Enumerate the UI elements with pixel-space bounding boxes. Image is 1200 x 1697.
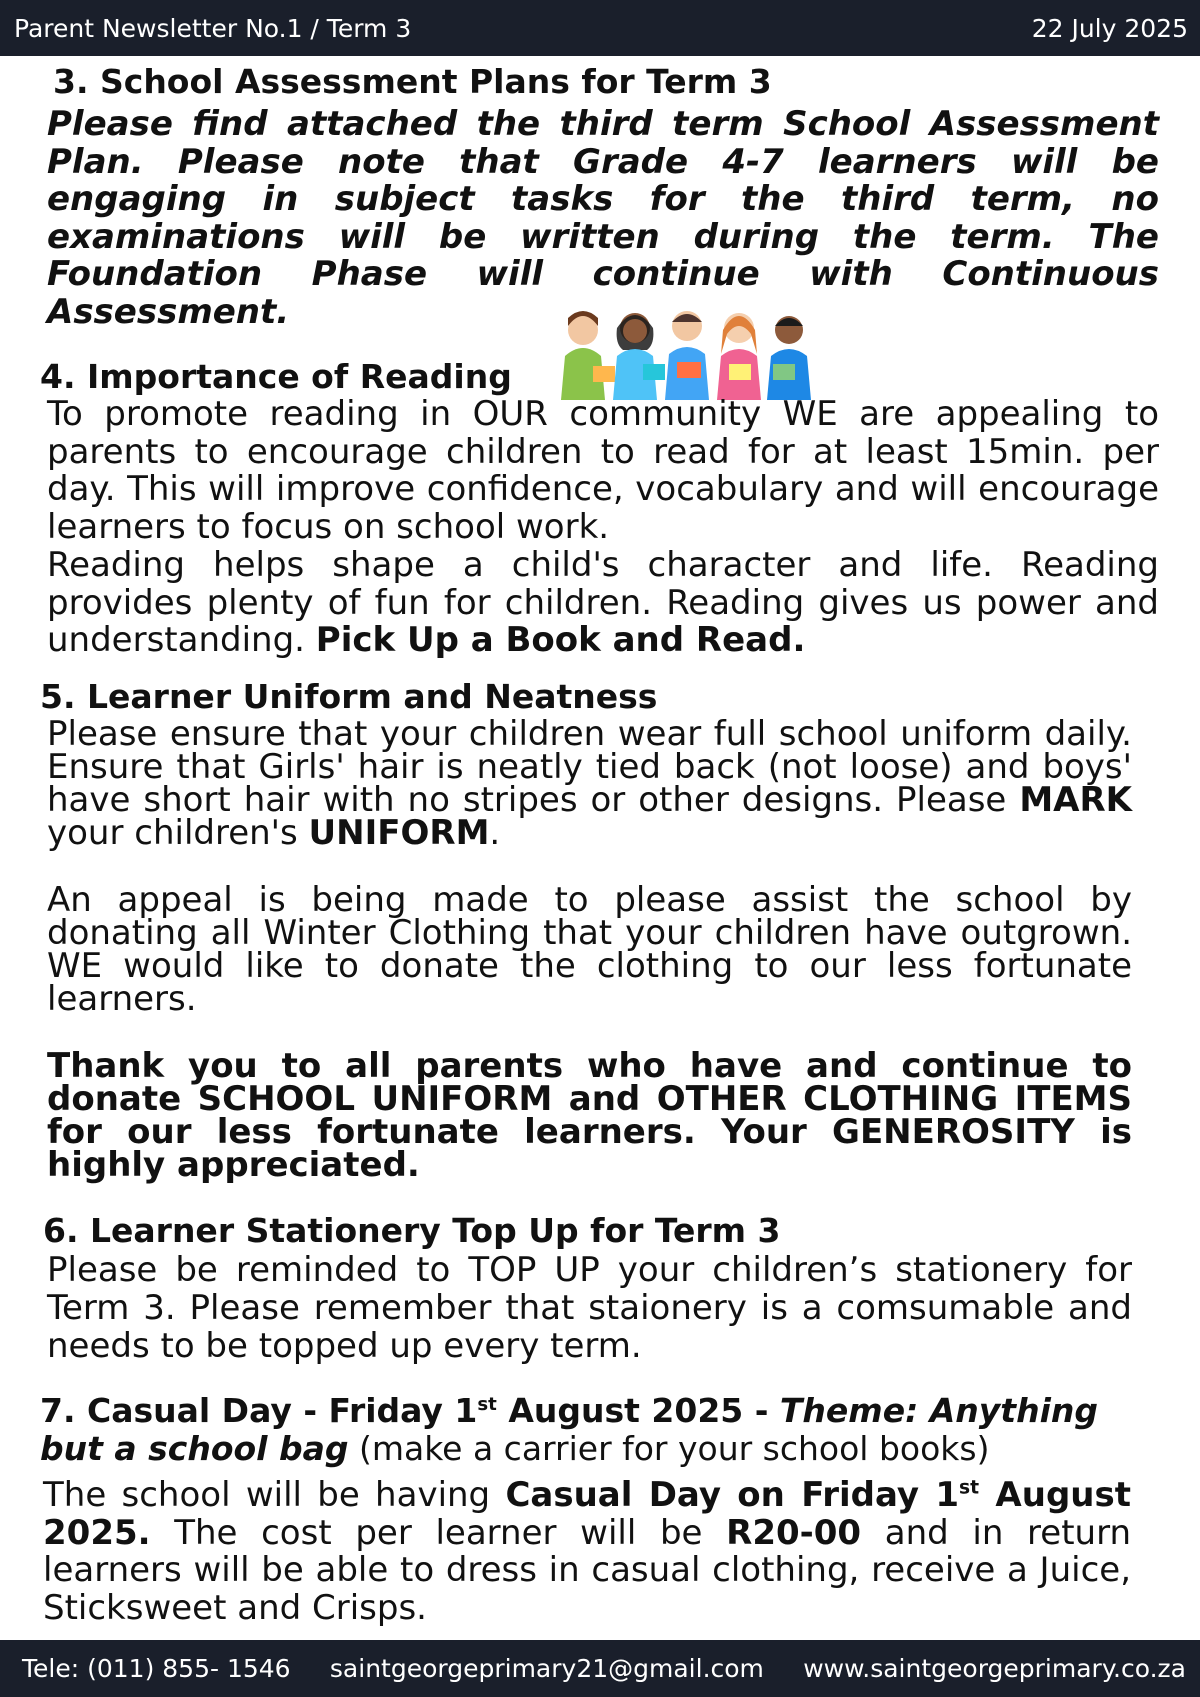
section-7-theme: Theme: Anything but a school bag bbox=[40, 1391, 1098, 1468]
section-4-heading: 4. Importance of Reading bbox=[40, 357, 512, 396]
section-5-paragraph-1 bbox=[47, 714, 1132, 853]
section-7-heading-a: 7. Casual Day - Friday 1 bbox=[40, 1391, 478, 1430]
section-5-thank-you: Thank you to all parents who have and continue to donate SCHOOL UNIFORM and OTHER CLOTHING ITEMS for our less fortunate learners. Your GENEROSITY is highly appreciated. bbox=[47, 1046, 1132, 1185]
section-6-heading: 6. Learner Stationery Top Up for Term 3 bbox=[43, 1211, 781, 1250]
section-7-note: (make a carrier for your school books) bbox=[348, 1429, 990, 1468]
newsletter-footer bbox=[0, 1640, 1200, 1697]
newsletter-header bbox=[0, 0, 1200, 56]
section-4-call-to-action: Pick Up a Book and Read. bbox=[315, 620, 806, 661]
section-3-body: Please find attached the third term School Assessment Plan. Please note that Grade 4-7 learners will be engaging in subject tasks for the third term, no examinations will be written during the term. The Foundation Phase will continue with Continuous Assessment. bbox=[47, 104, 1159, 332]
section-7-heading-b: August 2025 - bbox=[496, 1391, 780, 1430]
section-4-paragraph-2-text: Reading helps shape a child's character and life. Reading provides plenty of fun for children. Reading gives us power and understanding. bbox=[47, 545, 1159, 661]
section-7-heading-sup: st bbox=[477, 1394, 497, 1415]
children-reading-icon bbox=[553, 304, 815, 404]
section-5-paragraph-2: An appeal is being made to please assist the school by donating all Winter Clothing that your children have outgrown. WE would like to donate the clothing to our less fortunate learners. bbox=[47, 880, 1132, 1019]
section-7-body bbox=[43, 1477, 1131, 1628]
section-5-heading: 5. Learner Uniform and Neatness bbox=[40, 677, 658, 716]
section-7-body-pre: The school will be having bbox=[43, 1475, 506, 1515]
section-7-price: R20-00 bbox=[726, 1512, 862, 1553]
section-7-casual-day: Casual Day on Friday 1 bbox=[505, 1475, 960, 1515]
section-7-body-sup: st bbox=[959, 1477, 980, 1499]
footer-telephone: Tele: (011) 855- 1546 bbox=[22, 1654, 291, 1683]
section-7-body-mid: The cost per learner will be bbox=[150, 1512, 727, 1553]
footer-website[interactable]: www.saintgeorgeprimary.co.za bbox=[803, 1654, 1186, 1683]
section-4-paragraph-1: To promote reading in OUR community WE are appealing to parents to encourage children to read for at least 15min. per day. This will improve confidence, vocabulary and will encourage learners to focus on school work. bbox=[47, 394, 1159, 548]
section-7-body-end: and in return learners will be able to dress in casual clothing, receive a Juice, Sticksweet and Crisps. bbox=[43, 1512, 1131, 1629]
section-7-date: August 2025. bbox=[43, 1475, 1131, 1553]
section-7-heading bbox=[40, 1392, 1160, 1468]
newsletter-date: 22 July 2025 bbox=[1031, 13, 1188, 43]
section-3-heading: 3. School Assessment Plans for Term 3 bbox=[53, 62, 772, 101]
newsletter-title: Parent Newsletter No.1 / Term 3 bbox=[14, 13, 412, 43]
footer-email[interactable]: saintgeorgeprimary21@gmail.com bbox=[329, 1654, 764, 1683]
section-6-body: Please be reminded to TOP UP your children’s stationery for Term 3. Please remember that staionery is a comsumable and needs to be topped up every term. bbox=[47, 1250, 1132, 1366]
section-5-uniform: UNIFORM bbox=[308, 813, 490, 853]
section-5-p1-text: Please ensure that your children wear full school uniform daily. Ensure that Girls' hair is neatly tied back (not loose) and boys' have short hair with no stripes or other designs. Please bbox=[47, 714, 1132, 820]
section-5-p1-mid: your children's bbox=[47, 813, 309, 853]
section-4-paragraph-2 bbox=[47, 547, 1159, 660]
section-5-p1-end: . bbox=[489, 813, 501, 853]
section-5-mark: MARK bbox=[1019, 780, 1132, 820]
